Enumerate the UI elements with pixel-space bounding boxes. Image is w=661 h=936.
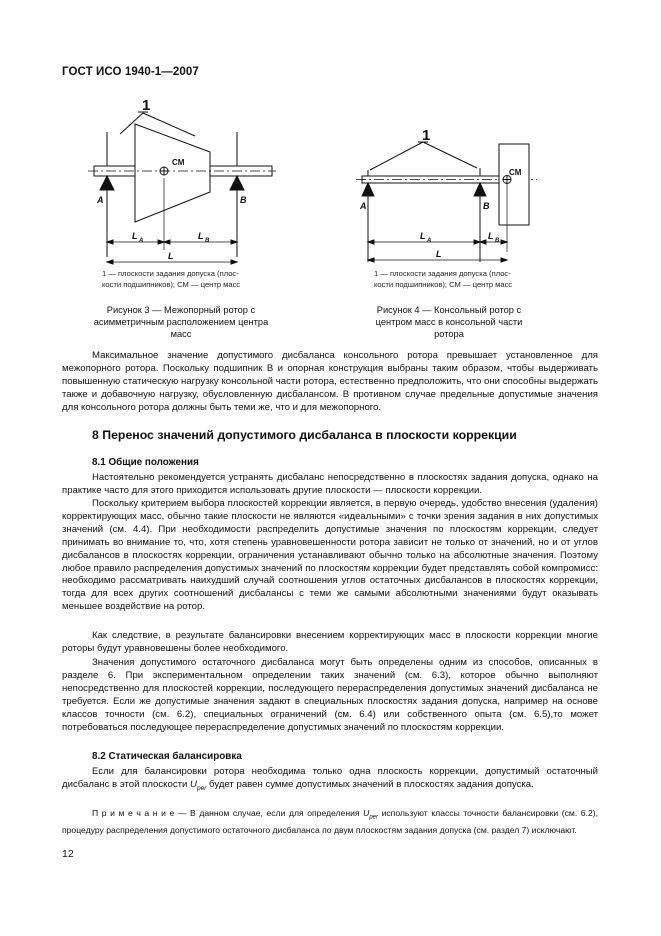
fig4-lb-sub: B [495,238,500,244]
fig3-lb-label: L [198,231,204,241]
fig3-legend-line1: 1 — плоскости задания допуска (плос- [102,269,239,278]
section-8-1-paragraph-4: Значения допустимого остаточного дисбаланса могут быть определены одним из способов, описанных в разделе 6. При экспериментальном определении таких значений (см. 6.3), которое обычно выполняют непосредственно для плоскостей коррекции, последующего перераспределения допустимых значений дисбаланса не требуется. Если же допустимые значения задают в специальных плоскостях задания допуска, например на основе классов точности (см. 6.2), специальных ограничений (см. 6.4) или собственного опыта (см. 6.5),то может потребоваться последующее перераспределение допустимых значений по плоскостям коррекции. [62,657,598,733]
note-text-before: — В данном случае, если для определения [174,808,364,818]
p5-text-after: будет равен сумме допустимых значений в плоскостях задания допуска. [206,778,534,790]
intro-paragraph: Максимальное значение допустимого дисбаланса консольного ротора превышает установленное для межопорного ротора. Поскольку подшипник В и опорная конструкция выбраны таким образом, чтобы выдерживать повышенную статическую нагрузку консольной части ротора, естественно предположить, что они способны выдержать также и добавочную нагрузку, обусловленную дисбалансом. В противном случае предельные допустимые значения для консольного ротора должны быть теми же, что и для межопорного. [62,350,598,413]
section-8-1-paragraph-1: Настоятельно рекомендуется устранять дисбаланс непосредственно в плоскостях задания допуска, однако на практике часто для этого приходится использовать другие плоскости — плоскости коррекции. [62,472,598,496]
figure-3-legend [102,268,240,290]
section-8-1-title: 8.1 Общие положения [92,457,199,468]
fig3-support-a: A [97,195,104,205]
figure-4-drawing [352,124,542,266]
fig4-la-sub: A [427,238,432,244]
note-paragraph [62,807,598,836]
fig4-support-b: B [483,201,490,211]
fig4-legend-line2: кости подшипников); СМ — центр масс [374,280,513,289]
fig3-l-label: L [168,251,174,261]
fig4-l-label: L [436,249,442,259]
figure-4 [352,124,542,266]
figure-3-drawing [80,92,280,267]
fig4-lb-label: L [488,231,494,241]
section-8-2-paragraph [62,766,598,796]
fig4-support-a: A [360,201,367,211]
note-subscript: per [369,814,378,821]
figure-3 [80,92,280,267]
fig4-la-label: L [420,231,426,241]
section-8-title: 8 Перенос значений допустимого дисбаланса в плоскости коррекции [92,428,517,442]
note-label: П р и м е ч а н и е [92,808,175,818]
fig4-cm-label: CM [509,168,522,177]
section-8-1-paragraph-2: Поскольку критерием выбора плоскостей коррекции является, в первую очередь, удобство внесения (удаления) корректирующих масс, обычно такие плоскости не являются «идеальными» с точки зрения задания в них допустимых значений (см. 4.4). При необходимости распределить допустимые значения по плоскостям коррекции, следует принимать во внимание то, что, хотя степень уравновешенности ротора зависит не только от значений, но и от углов дисбалансов в плоскостях коррекции, ограничения устанавливают обычно только на абсолютные значения. Поэтому любое правило распределения допустимых значений по плоскостям коррекции будет представлять собой компромисс: необходимо рассматривать наихудший случай соотношения углов остаточных дисбалансов в плоскостях коррекции, тогда для всех других соотношений дисбалансы с теми же самыми абсолютными значениями будут оказывать меньшее воздействие на ротор. [62,498,598,613]
section-8-1-paragraph-3: Как следствие, в результате балансировки внесением корректирующих масс в плоскости коррекции многие роторы будут уравновешены более необходимого. [62,630,598,654]
document-header: ГОСТ ИСО 1940-1—2007 [62,66,199,78]
fig3-la-sub: A [139,238,144,244]
fig3-la-label: L [132,231,138,241]
p5-symbol: U [190,778,197,790]
note-symbol: U [363,808,370,818]
fig3-lb-sub: B [205,238,210,244]
figure-4-legend [374,268,512,290]
fig3-legend-line2: кости подшипников); СМ — центр масс [102,280,241,289]
fig4-legend-line1: 1 — плоскости задания допуска (плос- [374,269,511,278]
fig3-support-b: B [240,195,247,205]
figure-3-caption: Рисунок 3 — Межопорный ротор с асимметричным расположением центра масс [93,305,269,339]
figure-4-caption: Рисунок 4 — Консольный ротор с центром масс в консольной части ротора [375,305,523,339]
fig3-cm-label: CM [172,158,185,167]
section-8-2-title: 8.2 Статическая балансировка [92,751,242,762]
page-number: 12 [62,848,74,860]
fig4-callout-number: 1 [422,127,431,144]
note-text-after: используют классы точности балансировки (см. 6.2), процедуру распределения допустимого остаточного дисбаланса по двум плоскостям задания допуска (см. раздел 7) исключают. [62,808,599,835]
p5-subscript: per [196,784,207,792]
fig3-callout-number: 1 [142,97,151,114]
p5-text-before: Если для балансировки ротора необходима только одна плоскость коррекции, допустимый остаточный дисбаланс в этой плоскости [62,766,598,790]
